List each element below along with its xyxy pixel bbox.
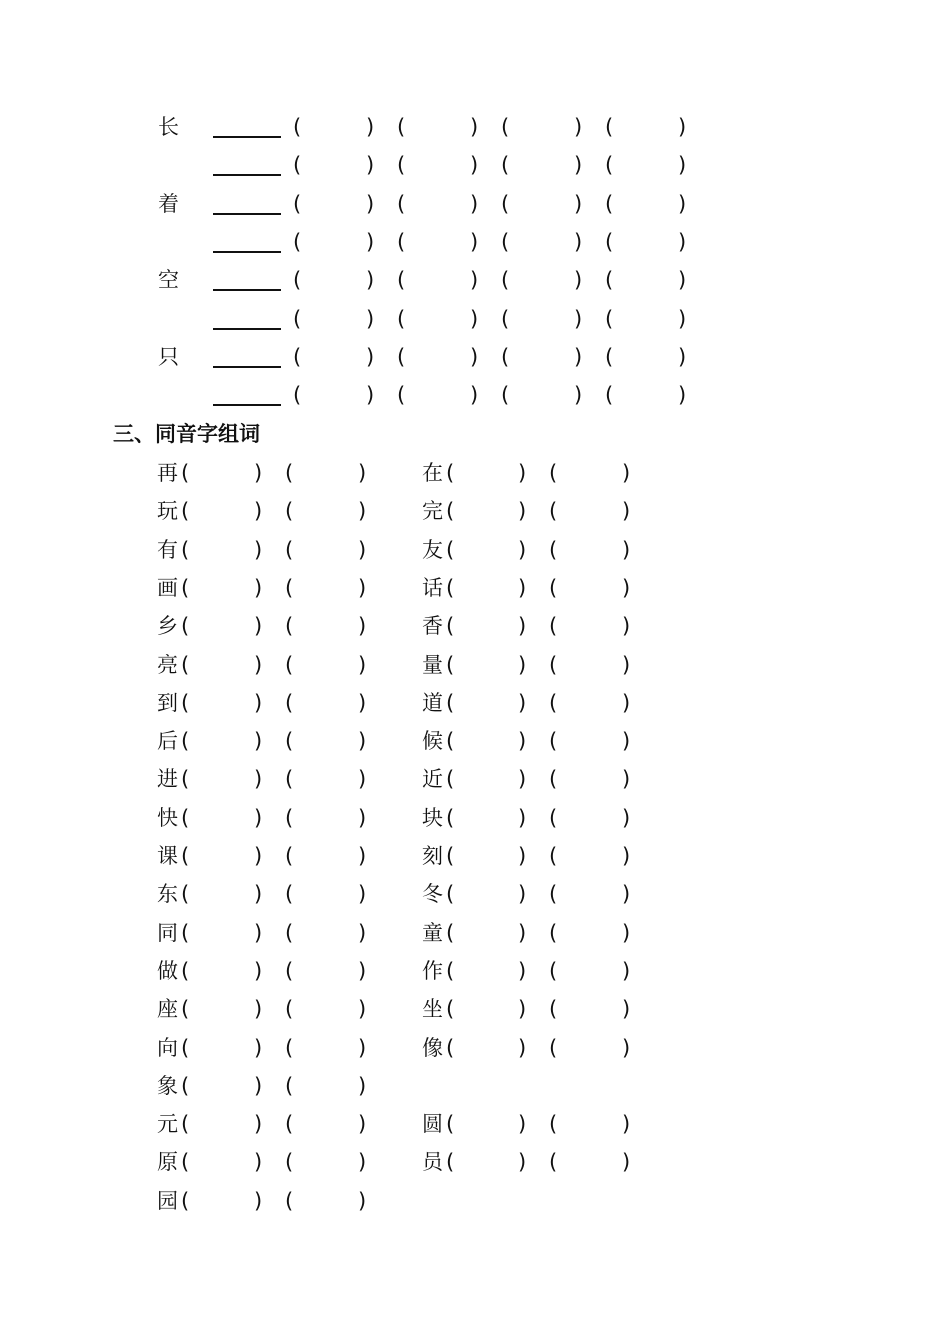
paren-close: ) <box>254 920 263 945</box>
paren-open: ( <box>501 306 510 331</box>
paren-open: ( <box>181 1112 190 1137</box>
pinyin-blank[interactable] <box>213 213 281 215</box>
paren-open: ( <box>285 729 294 754</box>
paren-close: ) <box>470 383 479 408</box>
paren-close: ) <box>254 882 263 907</box>
paren-close: ) <box>574 153 583 178</box>
paren-close: ) <box>366 383 375 408</box>
paren-open: ( <box>285 882 294 907</box>
paren-open: ( <box>285 1112 294 1137</box>
paren-open: ( <box>181 1035 190 1060</box>
paren-close: ) <box>518 499 527 524</box>
homophone-char: 乡 <box>157 614 178 639</box>
paren-open: ( <box>549 805 558 830</box>
paren-open: ( <box>285 575 294 600</box>
paren-open: ( <box>501 191 510 216</box>
paren-open: ( <box>501 115 510 139</box>
paren-close: ) <box>358 767 367 792</box>
homophone-char: 进 <box>157 767 178 792</box>
paren-open: ( <box>285 690 294 715</box>
paren-close: ) <box>518 652 527 677</box>
paren-close: ) <box>358 882 367 907</box>
paren-open: ( <box>285 499 294 524</box>
paren-open: ( <box>501 268 510 293</box>
paren-close: ) <box>622 920 631 945</box>
homophone-char: 原 <box>157 1150 178 1175</box>
paren-close: ) <box>358 499 367 524</box>
homophone-char: 座 <box>157 997 178 1022</box>
paren-close: ) <box>254 844 263 868</box>
paren-close: ) <box>574 115 583 139</box>
pinyin-blank[interactable] <box>213 251 281 253</box>
paren-open: ( <box>446 729 455 754</box>
paren-close: ) <box>358 1188 367 1213</box>
paren-close: ) <box>254 805 263 830</box>
paren-close: ) <box>470 153 479 178</box>
homophone-char: 同 <box>157 920 178 945</box>
paren-close: ) <box>366 344 375 369</box>
paren-close: ) <box>254 767 263 792</box>
paren-close: ) <box>622 575 631 600</box>
paren-open: ( <box>549 767 558 792</box>
paren-close: ) <box>518 882 527 907</box>
paren-open: ( <box>397 229 406 254</box>
paren-close: ) <box>678 153 687 178</box>
paren-open: ( <box>446 958 455 983</box>
paren-close: ) <box>678 306 687 331</box>
paren-close: ) <box>678 115 687 139</box>
paren-open: ( <box>181 805 190 830</box>
paren-open: ( <box>293 229 302 254</box>
paren-open: ( <box>549 1035 558 1060</box>
paren-close: ) <box>518 767 527 792</box>
paren-close: ) <box>366 191 375 216</box>
paren-close: ) <box>518 690 527 715</box>
paren-close: ) <box>358 729 367 754</box>
paren-open: ( <box>285 537 294 562</box>
paren-open: ( <box>549 614 558 639</box>
paren-open: ( <box>285 461 294 485</box>
homophone-char: 东 <box>157 882 178 907</box>
paren-open: ( <box>285 1073 294 1098</box>
polyphonic-char: 着 <box>158 191 179 216</box>
paren-close: ) <box>254 1073 263 1098</box>
paren-open: ( <box>549 997 558 1022</box>
paren-close: ) <box>678 229 687 254</box>
paren-open: ( <box>605 191 614 216</box>
homophone-char: 向 <box>157 1035 178 1060</box>
homophone-char: 香 <box>422 614 443 639</box>
paren-open: ( <box>293 268 302 293</box>
paren-open: ( <box>181 575 190 600</box>
paren-close: ) <box>358 997 367 1022</box>
paren-open: ( <box>285 958 294 983</box>
homophone-char: 圆 <box>422 1112 443 1137</box>
paren-close: ) <box>470 115 479 139</box>
paren-close: ) <box>622 729 631 754</box>
paren-close: ) <box>518 614 527 639</box>
paren-open: ( <box>181 882 190 907</box>
paren-open: ( <box>293 153 302 178</box>
paren-open: ( <box>181 729 190 754</box>
paren-open: ( <box>446 614 455 639</box>
paren-open: ( <box>446 1035 455 1060</box>
paren-close: ) <box>518 805 527 830</box>
paren-open: ( <box>285 1188 294 1213</box>
paren-open: ( <box>397 191 406 216</box>
paren-open: ( <box>285 805 294 830</box>
homophone-char: 像 <box>422 1035 443 1060</box>
homophone-char: 冬 <box>422 882 443 907</box>
paren-open: ( <box>181 537 190 562</box>
paren-open: ( <box>293 115 302 139</box>
paren-close: ) <box>358 1073 367 1098</box>
paren-open: ( <box>605 268 614 293</box>
homophone-char: 作 <box>422 958 443 983</box>
homophone-char: 画 <box>157 575 178 600</box>
paren-open: ( <box>285 1035 294 1060</box>
paren-close: ) <box>518 997 527 1022</box>
paren-close: ) <box>366 306 375 331</box>
paren-open: ( <box>446 844 455 868</box>
homophone-char: 候 <box>422 729 443 754</box>
homophone-char: 量 <box>422 652 443 677</box>
paren-open: ( <box>446 997 455 1022</box>
paren-open: ( <box>181 1188 190 1213</box>
paren-open: ( <box>549 499 558 524</box>
paren-open: ( <box>549 652 558 677</box>
paren-close: ) <box>254 1150 263 1175</box>
homophone-char: 员 <box>422 1150 443 1175</box>
paren-open: ( <box>181 1150 190 1175</box>
paren-close: ) <box>470 191 479 216</box>
paren-close: ) <box>358 958 367 983</box>
pinyin-blank[interactable] <box>213 366 281 368</box>
paren-close: ) <box>622 614 631 639</box>
paren-open: ( <box>285 844 294 868</box>
paren-close: ) <box>358 1035 367 1060</box>
paren-open: ( <box>446 690 455 715</box>
paren-close: ) <box>254 1035 263 1060</box>
paren-open: ( <box>181 844 190 868</box>
paren-open: ( <box>549 690 558 715</box>
paren-close: ) <box>254 614 263 639</box>
homophone-char: 快 <box>157 805 178 830</box>
paren-close: ) <box>622 997 631 1022</box>
paren-open: ( <box>181 499 190 524</box>
paren-close: ) <box>518 1150 527 1175</box>
paren-open: ( <box>397 153 406 178</box>
homophone-char: 在 <box>422 461 443 485</box>
paren-open: ( <box>549 575 558 600</box>
paren-close: ) <box>678 268 687 293</box>
paren-open: ( <box>181 690 190 715</box>
paren-close: ) <box>678 383 687 408</box>
paren-close: ) <box>470 306 479 331</box>
paren-close: ) <box>518 958 527 983</box>
paren-close: ) <box>622 882 631 907</box>
paren-close: ) <box>518 729 527 754</box>
paren-open: ( <box>605 306 614 331</box>
homophone-char: 园 <box>157 1188 178 1213</box>
paren-open: ( <box>549 920 558 945</box>
paren-close: ) <box>358 1150 367 1175</box>
paren-open: ( <box>293 191 302 216</box>
paren-close: ) <box>518 575 527 600</box>
section-title: 三、同音字组词 <box>113 422 260 446</box>
paren-close: ) <box>622 499 631 524</box>
pinyin-blank[interactable] <box>213 289 281 291</box>
polyphonic-char: 只 <box>158 344 179 369</box>
paren-open: ( <box>181 997 190 1022</box>
paren-close: ) <box>254 575 263 600</box>
paren-close: ) <box>358 1112 367 1137</box>
homophone-char: 有 <box>157 537 178 562</box>
paren-open: ( <box>181 652 190 677</box>
paren-open: ( <box>181 614 190 639</box>
paren-open: ( <box>285 920 294 945</box>
homophone-char: 象 <box>157 1073 178 1098</box>
paren-open: ( <box>285 652 294 677</box>
paren-close: ) <box>358 652 367 677</box>
paren-open: ( <box>293 383 302 408</box>
paren-open: ( <box>605 344 614 369</box>
paren-close: ) <box>574 383 583 408</box>
paren-open: ( <box>549 537 558 562</box>
paren-close: ) <box>358 614 367 639</box>
paren-open: ( <box>397 115 406 139</box>
paren-open: ( <box>285 767 294 792</box>
paren-open: ( <box>293 306 302 331</box>
paren-close: ) <box>358 920 367 945</box>
homophone-char: 玩 <box>157 499 178 524</box>
paren-close: ) <box>574 229 583 254</box>
paren-open: ( <box>549 1150 558 1175</box>
paren-close: ) <box>622 1112 631 1137</box>
paren-open: ( <box>446 461 455 485</box>
paren-close: ) <box>358 575 367 600</box>
paren-close: ) <box>358 537 367 562</box>
homophone-char: 做 <box>157 958 178 983</box>
paren-close: ) <box>358 844 367 868</box>
paren-open: ( <box>446 882 455 907</box>
paren-close: ) <box>574 191 583 216</box>
paren-open: ( <box>501 383 510 408</box>
homophone-char: 块 <box>422 805 443 830</box>
paren-open: ( <box>549 844 558 868</box>
paren-close: ) <box>254 958 263 983</box>
homophone-char: 元 <box>157 1112 178 1137</box>
paren-close: ) <box>254 690 263 715</box>
paren-open: ( <box>446 767 455 792</box>
paren-open: ( <box>605 115 614 139</box>
polyphonic-char: 空 <box>158 268 179 293</box>
paren-open: ( <box>285 614 294 639</box>
paren-close: ) <box>518 844 527 868</box>
homophone-char: 坐 <box>422 997 443 1022</box>
homophone-char: 话 <box>422 575 443 600</box>
paren-close: ) <box>622 805 631 830</box>
paren-close: ) <box>622 461 631 485</box>
paren-close: ) <box>518 537 527 562</box>
paren-open: ( <box>446 805 455 830</box>
paren-open: ( <box>446 1150 455 1175</box>
homophone-char: 近 <box>422 767 443 792</box>
paren-open: ( <box>181 767 190 792</box>
paren-close: ) <box>358 690 367 715</box>
paren-close: ) <box>574 306 583 331</box>
paren-close: ) <box>622 844 631 868</box>
paren-open: ( <box>397 344 406 369</box>
paren-open: ( <box>605 229 614 254</box>
paren-open: ( <box>446 1112 455 1137</box>
paren-close: ) <box>622 537 631 562</box>
paren-open: ( <box>181 920 190 945</box>
paren-close: ) <box>518 920 527 945</box>
paren-open: ( <box>285 1150 294 1175</box>
paren-open: ( <box>605 153 614 178</box>
paren-close: ) <box>622 1035 631 1060</box>
paren-close: ) <box>254 1112 263 1137</box>
paren-close: ) <box>518 1035 527 1060</box>
paren-open: ( <box>549 461 558 485</box>
paren-close: ) <box>254 461 263 485</box>
paren-open: ( <box>549 882 558 907</box>
paren-close: ) <box>366 153 375 178</box>
paren-close: ) <box>678 344 687 369</box>
homophone-char: 完 <box>422 499 443 524</box>
paren-open: ( <box>181 958 190 983</box>
paren-open: ( <box>446 537 455 562</box>
paren-close: ) <box>358 805 367 830</box>
paren-open: ( <box>446 920 455 945</box>
paren-open: ( <box>549 958 558 983</box>
paren-open: ( <box>549 1112 558 1137</box>
polyphonic-char: 长 <box>158 115 179 139</box>
homophone-char: 道 <box>422 690 443 715</box>
paren-close: ) <box>366 115 375 139</box>
paren-close: ) <box>518 461 527 485</box>
homophone-char: 亮 <box>157 652 178 677</box>
paren-close: ) <box>254 652 263 677</box>
paren-close: ) <box>254 997 263 1022</box>
paren-open: ( <box>293 344 302 369</box>
homophone-char: 再 <box>157 461 178 485</box>
paren-open: ( <box>501 229 510 254</box>
paren-open: ( <box>446 652 455 677</box>
homophone-char: 到 <box>157 690 178 715</box>
paren-close: ) <box>622 1150 631 1175</box>
paren-close: ) <box>254 499 263 524</box>
pinyin-blank[interactable] <box>213 136 281 138</box>
paren-open: ( <box>605 383 614 408</box>
paren-close: ) <box>574 268 583 293</box>
paren-close: ) <box>622 958 631 983</box>
paren-close: ) <box>358 461 367 485</box>
paren-close: ) <box>366 229 375 254</box>
paren-open: ( <box>285 997 294 1022</box>
paren-close: ) <box>574 344 583 369</box>
paren-open: ( <box>446 499 455 524</box>
paren-close: ) <box>470 229 479 254</box>
paren-close: ) <box>254 729 263 754</box>
paren-close: ) <box>622 767 631 792</box>
paren-close: ) <box>366 268 375 293</box>
paren-open: ( <box>181 461 190 485</box>
paren-close: ) <box>518 1112 527 1137</box>
paren-close: ) <box>622 690 631 715</box>
paren-close: ) <box>470 344 479 369</box>
homophone-char: 刻 <box>422 844 443 868</box>
paren-open: ( <box>501 153 510 178</box>
paren-close: ) <box>470 268 479 293</box>
paren-open: ( <box>501 344 510 369</box>
pinyin-blank[interactable] <box>213 328 281 330</box>
paren-close: ) <box>678 191 687 216</box>
paren-open: ( <box>549 729 558 754</box>
paren-open: ( <box>181 1073 190 1098</box>
paren-close: ) <box>254 537 263 562</box>
homophone-char: 童 <box>422 920 443 945</box>
pinyin-blank[interactable] <box>213 174 281 176</box>
homophone-char: 友 <box>422 537 443 562</box>
paren-close: ) <box>622 652 631 677</box>
paren-open: ( <box>397 306 406 331</box>
pinyin-blank[interactable] <box>213 404 281 406</box>
paren-close: ) <box>254 1188 263 1213</box>
paren-open: ( <box>446 575 455 600</box>
homophone-char: 后 <box>157 729 178 754</box>
paren-open: ( <box>397 383 406 408</box>
paren-open: ( <box>397 268 406 293</box>
homophone-char: 课 <box>157 844 178 868</box>
